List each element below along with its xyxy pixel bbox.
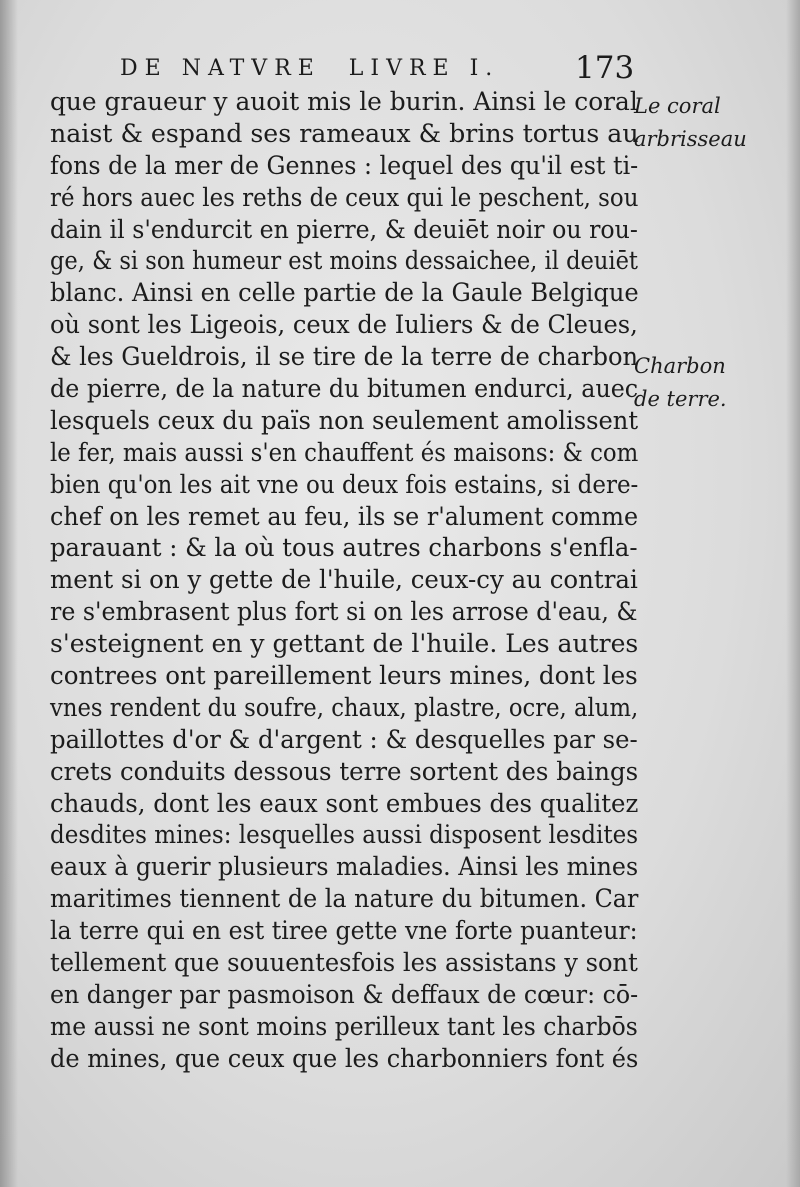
margin-note-charbon <box>634 350 794 416</box>
text-line: naist & espand ses rameaux & brins tortus au <box>50 118 639 148</box>
text-line: paillottes d'or & d'argent : & desquelles par se- <box>50 724 638 754</box>
text-line: où sont les Ligeois, ceux de Iuliers & de Cleues, <box>50 310 638 340</box>
margin-note-line: Le coral <box>634 94 721 118</box>
text-line: re s'embrasent plus fort si on les arrose d'eau, & <box>50 597 638 627</box>
text-line: la terre qui en est tiree gette vne forte puanteur: <box>50 916 638 946</box>
text-line: s'esteignent en y gettant de l'huile. Les autres <box>50 629 639 659</box>
running-title: DE NATVRE LIVRE I. <box>120 56 500 81</box>
text-line: parauant : & la où tous autres charbons s'enfla- <box>50 533 638 563</box>
text-line: chef on les remet au feu, ils se r'alument comme <box>50 501 639 531</box>
text-line: ge, & si son humeur est moins dessaichee, il deuiēt <box>50 246 638 276</box>
text-line: dain il s'endurcit en pierre, & deuiēt noir ou rou- <box>50 214 638 244</box>
text-line: crets conduits dessous terre sortent des baings <box>50 756 639 786</box>
text-line: de mines, que ceux que les charbonniers font és <box>50 1043 639 1073</box>
page-number: 173 <box>575 50 635 86</box>
text-line: tellement que souuentesfois les assistans y sont <box>50 948 638 978</box>
text-line: chauds, dont les eaux sont embues des qualitez <box>50 788 639 818</box>
text-line: blanc. Ainsi en celle partie de la Gaule Belgique <box>50 278 639 308</box>
text-line: bien qu'on les ait vne ou deux fois estains, si dere- <box>50 469 639 499</box>
margin-note-line: arbrisseau <box>634 127 747 151</box>
text-line: fons de la mer de Gennes : lequel des qu'il est ti- <box>50 150 639 180</box>
text-line: de pierre, de la nature du bitumen endurci, auec <box>50 374 639 404</box>
text-line: me aussi ne sont moins perilleux tant les charbōs <box>50 1011 638 1041</box>
text-line: maritimes tiennent de la nature du bitumen. Car <box>50 884 639 914</box>
text-line: vnes rendent du soufre, chaux, plastre, ocre, alum, <box>50 692 639 722</box>
margin-note-line: Charbon <box>634 354 726 378</box>
text-line: lesquels ceux du païs non seulement amolissent <box>50 405 639 435</box>
margin-note-line: de terre. <box>634 387 727 411</box>
text-line: eaux à guerir plusieurs maladies. Ainsi les mines <box>50 852 639 882</box>
text-line: desdites mines: lesquelles aussi disposent lesdites <box>50 820 639 850</box>
text-line: & les Gueldrois, il se tire de la terre de charbon <box>50 342 639 372</box>
main-text-block <box>50 86 640 1075</box>
text-line: en danger par pasmoison & deffaux de cœur: cō- <box>50 979 639 1009</box>
text-line: ré hors auec les reths de ceux qui le peschent, sou <box>50 182 639 212</box>
text-line: contrees ont pareillement leurs mines, dont les <box>50 661 638 691</box>
text-line: le fer, mais aussi s'en chauffent és maisons: & com <box>50 437 639 467</box>
text-line: ment si on y gette de l'huile, ceux-cy au contrai <box>50 565 638 595</box>
margin-note-coral <box>634 90 794 156</box>
text-line: que graueur y auoit mis le burin. Ainsi le coral <box>50 87 638 116</box>
